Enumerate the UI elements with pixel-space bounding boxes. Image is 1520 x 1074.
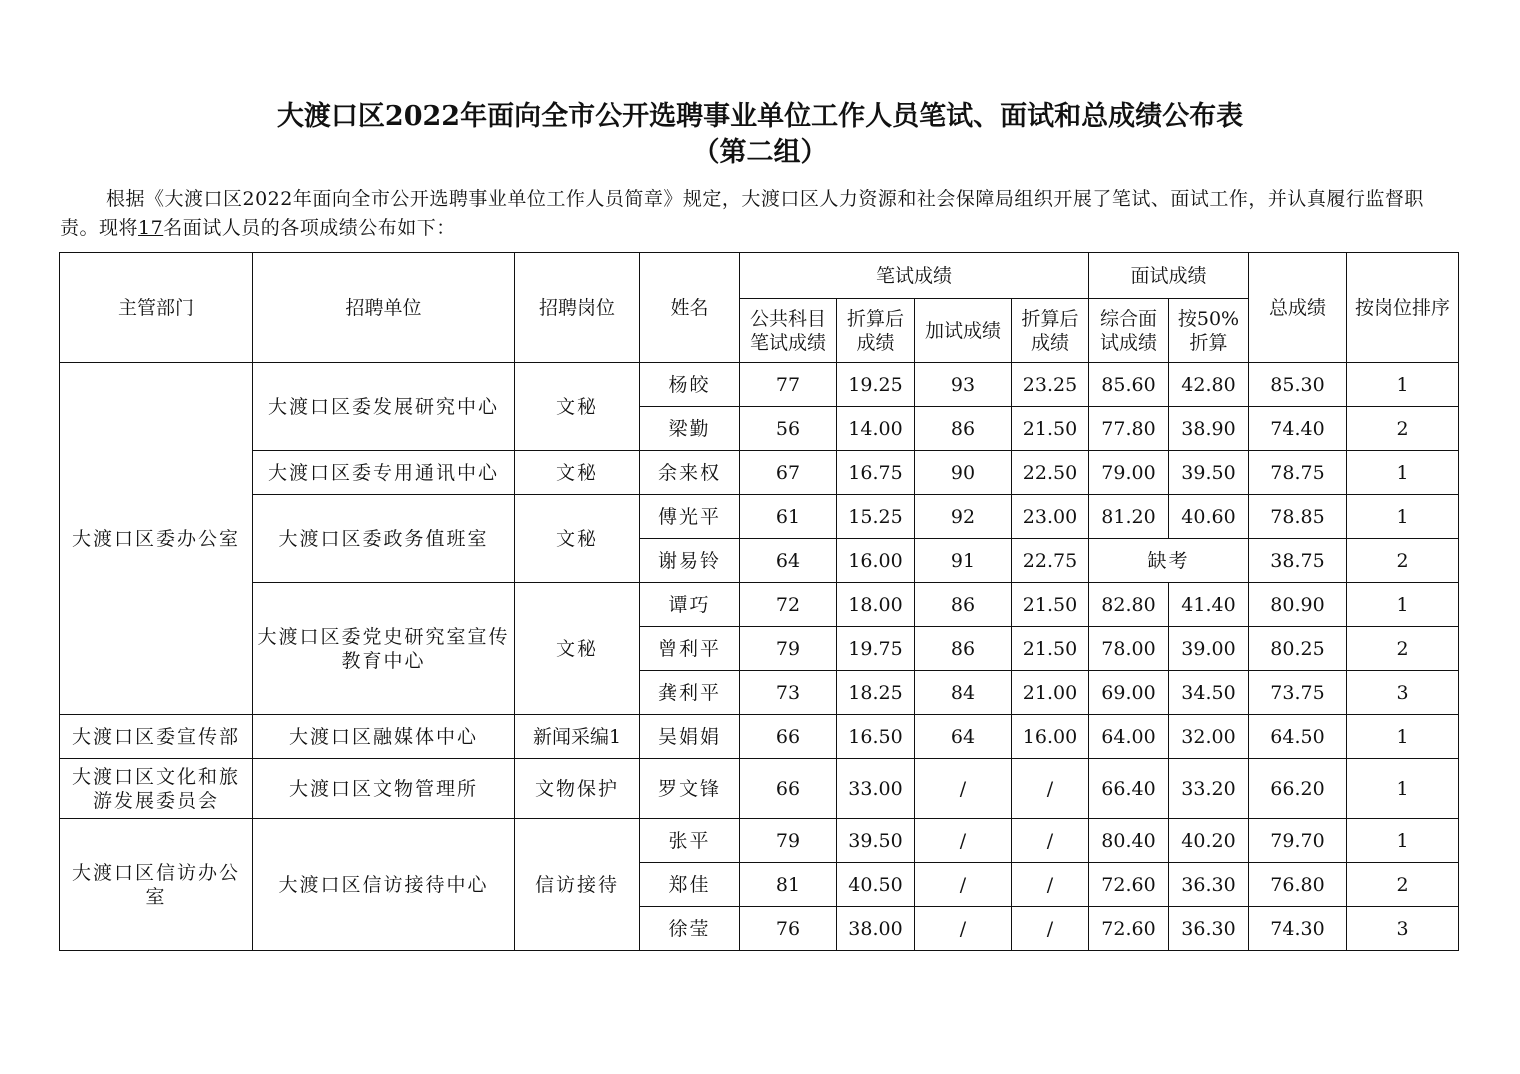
score-table	[59, 252, 1459, 951]
public-score-cell: 64	[740, 539, 837, 583]
interview-conv-cell: 39.00	[1169, 627, 1249, 671]
rank-cell: 1	[1347, 759, 1459, 819]
header-interview-conv: 按50%折算	[1169, 299, 1249, 363]
header-interview-score: 综合面试成绩	[1089, 299, 1169, 363]
rank-cell: 2	[1347, 863, 1459, 907]
post-cell: 文秘	[515, 583, 640, 715]
header-extra-score: 加试成绩	[915, 299, 1012, 363]
public-score-cell: 56	[740, 407, 837, 451]
public-conv-cell: 19.25	[837, 363, 915, 407]
name-cell: 杨皎	[640, 363, 740, 407]
name-cell: 郑佳	[640, 863, 740, 907]
extra-score-cell: 64	[915, 715, 1012, 759]
header-interview-group: 面试成绩	[1089, 253, 1249, 299]
header-dept: 主管部门	[60, 253, 253, 363]
interview-score-cell: 80.40	[1089, 819, 1169, 863]
extra-score-cell: 86	[915, 583, 1012, 627]
public-score-cell: 73	[740, 671, 837, 715]
extra-score-cell: 84	[915, 671, 1012, 715]
intro-count: 17	[138, 217, 164, 239]
public-conv-cell: 15.25	[837, 495, 915, 539]
rank-cell: 1	[1347, 819, 1459, 863]
rank-cell: 1	[1347, 363, 1459, 407]
extra-conv-cell: /	[1012, 907, 1089, 951]
header-public-score: 公共科目笔试成绩	[740, 299, 837, 363]
rank-cell: 1	[1347, 495, 1459, 539]
total-cell: 66.20	[1249, 759, 1347, 819]
unit-cell: 大渡口区融媒体中心	[253, 715, 515, 759]
interview-conv-cell: 34.50	[1169, 671, 1249, 715]
extra-score-cell: /	[915, 819, 1012, 863]
extra-score-cell: 91	[915, 539, 1012, 583]
extra-conv-cell: 16.00	[1012, 715, 1089, 759]
total-cell: 80.25	[1249, 627, 1347, 671]
interview-score-cell: 85.60	[1089, 363, 1169, 407]
name-cell: 罗文锋	[640, 759, 740, 819]
public-score-cell: 81	[740, 863, 837, 907]
name-cell: 张平	[640, 819, 740, 863]
name-cell: 谢易铃	[640, 539, 740, 583]
interview-score-cell: 72.60	[1089, 863, 1169, 907]
rank-cell: 1	[1347, 583, 1459, 627]
total-cell: 64.50	[1249, 715, 1347, 759]
header-rank: 按岗位排序	[1347, 253, 1459, 363]
dept-cell: 大渡口区信访办公室	[60, 819, 253, 951]
extra-score-cell: 93	[915, 363, 1012, 407]
name-cell: 徐莹	[640, 907, 740, 951]
unit-cell: 大渡口区文物管理所	[253, 759, 515, 819]
public-score-cell: 67	[740, 451, 837, 495]
unit-cell: 大渡口区委专用通讯中心	[253, 451, 515, 495]
interview-conv-cell: 40.20	[1169, 819, 1249, 863]
extra-score-cell: /	[915, 863, 1012, 907]
extra-conv-cell: /	[1012, 819, 1089, 863]
rank-cell: 2	[1347, 627, 1459, 671]
total-cell: 76.80	[1249, 863, 1347, 907]
rank-cell: 2	[1347, 539, 1459, 583]
page-title: 大渡口区2022年面向全市公开选聘事业单位工作人员笔试、面试和总成绩公布表	[276, 101, 1244, 132]
post-cell: 新闻采编1	[515, 715, 640, 759]
post-cell: 文秘	[515, 451, 640, 495]
interview-score-cell: 72.60	[1089, 907, 1169, 951]
public-conv-cell: 16.00	[837, 539, 915, 583]
interview-score-cell: 64.00	[1089, 715, 1169, 759]
rank-cell: 3	[1347, 671, 1459, 715]
total-cell: 80.90	[1249, 583, 1347, 627]
public-conv-cell: 38.00	[837, 907, 915, 951]
table-row	[60, 363, 1459, 407]
extra-conv-cell: 22.75	[1012, 539, 1089, 583]
name-cell: 余来权	[640, 451, 740, 495]
table-row	[60, 583, 1459, 627]
interview-conv-cell: 39.50	[1169, 451, 1249, 495]
header-name: 姓名	[640, 253, 740, 363]
table-row	[60, 759, 1459, 819]
total-cell: 74.30	[1249, 907, 1347, 951]
intro-text-after: 名面试人员的各项成绩公布如下：	[163, 217, 456, 239]
rank-cell: 2	[1347, 407, 1459, 451]
header-unit: 招聘单位	[253, 253, 515, 363]
interview-score-cell: 79.00	[1089, 451, 1169, 495]
header-extra-conv: 折算后成绩	[1012, 299, 1089, 363]
table-row	[60, 715, 1459, 759]
interview-conv-cell: 41.40	[1169, 583, 1249, 627]
header-total: 总成绩	[1249, 253, 1347, 363]
unit-cell: 大渡口区信访接待中心	[253, 819, 515, 951]
public-score-cell: 76	[740, 907, 837, 951]
public-conv-cell: 14.00	[837, 407, 915, 451]
name-cell: 龚利平	[640, 671, 740, 715]
public-score-cell: 72	[740, 583, 837, 627]
table-row	[60, 819, 1459, 863]
total-cell: 78.75	[1249, 451, 1347, 495]
public-conv-cell: 39.50	[837, 819, 915, 863]
extra-conv-cell: 21.50	[1012, 407, 1089, 451]
total-cell: 85.30	[1249, 363, 1347, 407]
public-score-cell: 66	[740, 759, 837, 819]
name-cell: 梁勤	[640, 407, 740, 451]
dept-cell: 大渡口区文化和旅游发展委员会	[60, 759, 253, 819]
public-conv-cell: 40.50	[837, 863, 915, 907]
name-cell: 曾利平	[640, 627, 740, 671]
post-cell: 文秘	[515, 363, 640, 451]
interview-score-cell: 69.00	[1089, 671, 1169, 715]
interview-conv-cell: 32.00	[1169, 715, 1249, 759]
total-cell: 79.70	[1249, 819, 1347, 863]
intro-text-before: 根据《大渡口区2022年面向全市公开选聘事业单位工作人员简章》规定，大渡口区人力资源和社会保障局组织开展了笔试、面试工作，并认真履行监督职责。现将	[60, 188, 1424, 239]
interview-conv-cell: 38.90	[1169, 407, 1249, 451]
table-row	[60, 451, 1459, 495]
total-cell: 74.40	[1249, 407, 1347, 451]
public-conv-cell: 16.50	[837, 715, 915, 759]
header-post: 招聘岗位	[515, 253, 640, 363]
page-subtitle: （第二组）	[692, 137, 828, 168]
extra-conv-cell: /	[1012, 863, 1089, 907]
unit-cell: 大渡口区委发展研究中心	[253, 363, 515, 451]
extra-score-cell: 92	[915, 495, 1012, 539]
public-conv-cell: 18.00	[837, 583, 915, 627]
dept-cell: 大渡口区委宣传部	[60, 715, 253, 759]
name-cell: 谭巧	[640, 583, 740, 627]
total-cell: 78.85	[1249, 495, 1347, 539]
total-cell: 73.75	[1249, 671, 1347, 715]
public-score-cell: 66	[740, 715, 837, 759]
header-public-conv: 折算后成绩	[837, 299, 915, 363]
rank-cell: 1	[1347, 451, 1459, 495]
extra-conv-cell: 22.50	[1012, 451, 1089, 495]
public-conv-cell: 19.75	[837, 627, 915, 671]
post-cell: 文秘	[515, 495, 640, 583]
interview-score-cell: 78.00	[1089, 627, 1169, 671]
public-score-cell: 79	[740, 819, 837, 863]
extra-conv-cell: /	[1012, 759, 1089, 819]
extra-conv-cell: 23.00	[1012, 495, 1089, 539]
public-score-cell: 77	[740, 363, 837, 407]
extra-score-cell: 86	[915, 407, 1012, 451]
unit-cell: 大渡口区委政务值班室	[253, 495, 515, 583]
interview-score-cell: 81.20	[1089, 495, 1169, 539]
interview-score-cell: 77.80	[1089, 407, 1169, 451]
interview-conv-cell: 33.20	[1169, 759, 1249, 819]
post-cell: 信访接待	[515, 819, 640, 951]
public-score-cell: 61	[740, 495, 837, 539]
extra-score-cell: 86	[915, 627, 1012, 671]
interview-score-cell: 66.40	[1089, 759, 1169, 819]
interview-score-cell: 82.80	[1089, 583, 1169, 627]
rank-cell: 1	[1347, 715, 1459, 759]
public-conv-cell: 33.00	[837, 759, 915, 819]
extra-conv-cell: 21.00	[1012, 671, 1089, 715]
dept-cell: 大渡口区委办公室	[60, 363, 253, 715]
public-conv-cell: 16.75	[837, 451, 915, 495]
unit-cell: 大渡口区委党史研究室宣传教育中心	[253, 583, 515, 715]
header-written-group: 笔试成绩	[740, 253, 1089, 299]
table-row	[60, 495, 1459, 539]
interview-conv-cell: 40.60	[1169, 495, 1249, 539]
name-cell: 吴娟娟	[640, 715, 740, 759]
public-score-cell: 79	[740, 627, 837, 671]
rank-cell: 3	[1347, 907, 1459, 951]
name-cell: 傅光平	[640, 495, 740, 539]
intro-paragraph	[60, 185, 1460, 243]
extra-score-cell: 90	[915, 451, 1012, 495]
interview-conv-cell: 36.30	[1169, 907, 1249, 951]
post-cell: 文物保护	[515, 759, 640, 819]
extra-score-cell: /	[915, 907, 1012, 951]
extra-conv-cell: 23.25	[1012, 363, 1089, 407]
extra-conv-cell: 21.50	[1012, 627, 1089, 671]
total-cell: 38.75	[1249, 539, 1347, 583]
extra-conv-cell: 21.50	[1012, 583, 1089, 627]
absent-cell: 缺考	[1089, 539, 1249, 583]
extra-score-cell: /	[915, 759, 1012, 819]
interview-conv-cell: 36.30	[1169, 863, 1249, 907]
public-conv-cell: 18.25	[837, 671, 915, 715]
interview-conv-cell: 42.80	[1169, 363, 1249, 407]
